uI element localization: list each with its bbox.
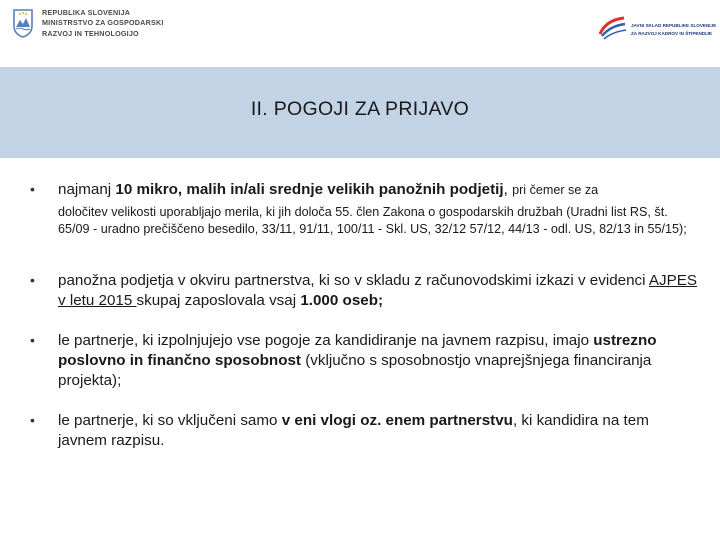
list-item [58, 271, 698, 311]
bold-text: ustrezno poslovno in finančno sposobnost [58, 332, 657, 369]
bold-text: v eni vlogi oz. enem partnerstvu [281, 412, 513, 429]
bullet: • [30, 181, 35, 197]
text: (vključno s sposobnostjo vnaprejšnjega financiranja projekta); [58, 352, 652, 389]
text: najmanj [58, 181, 116, 198]
ministry-logo [12, 8, 164, 39]
agency-name [631, 22, 716, 38]
header [0, 0, 720, 66]
bullet: • [30, 272, 35, 288]
page-title: II. POGOJI ZA PRIJAVO [250, 98, 470, 120]
ministry-line: MINISTRSTVO ZA GOSPODARSKI [42, 18, 164, 28]
text: skupaj zaposlovala vsaj [136, 292, 301, 309]
ministry-name [42, 8, 164, 39]
text: panožna podjetja v okviru partnerstva, ki so v skladu z računovodskimi izkazi v evidenci [58, 272, 649, 289]
ministry-line: RAZVOJ IN TEHNOLOGIJO [42, 28, 139, 38]
list-item [58, 411, 698, 451]
list-item-detail: določitev velikosti uporabljajo merila, ki jih določa 55. člen Zakona o gospodarskih družbah (Uradni list RS, št. 65/09 - uradno prečiščeno besedilo, 33/11, 91/11, 100/11 - Skl. US, 32/12 57/12, 44/13 - odl. US, 82/13 in 55/15); [58, 205, 687, 236]
list-item [58, 331, 698, 391]
text: le partnerje, ki izpolnjujejo vse pogoje za kandidiranje na javnem razpisu, imajo [58, 332, 594, 349]
bullet: • [30, 332, 35, 348]
bullet: • [30, 412, 35, 428]
agency-line: ZA RAZVOJ KADROV IN ŠTIPENDIJE [631, 31, 712, 36]
slovenia-crest-icon [12, 8, 34, 38]
text: le partnerje, ki so vključeni samo [58, 412, 282, 429]
agency-swoosh-icon [596, 14, 628, 46]
bold-text: 1.000 oseb; [300, 292, 384, 309]
ministry-line: REPUBLIKA SLOVENIJA [42, 8, 131, 17]
agency-line: JAVNI SKLAD REPUBLIKE SLOVENIJE [631, 23, 717, 28]
text: , ki kandidira na tem javnem razpisu. [58, 412, 649, 449]
underlined-text: AJPES v letu 2015 [58, 272, 698, 309]
bold-text: 10 mikro, malih in/ali srednje velikih panožnih podjetij [115, 181, 504, 198]
list-item [58, 180, 698, 200]
text: , [503, 181, 513, 198]
text: pri čemer se za [512, 183, 599, 197]
agency-logo [596, 14, 716, 46]
